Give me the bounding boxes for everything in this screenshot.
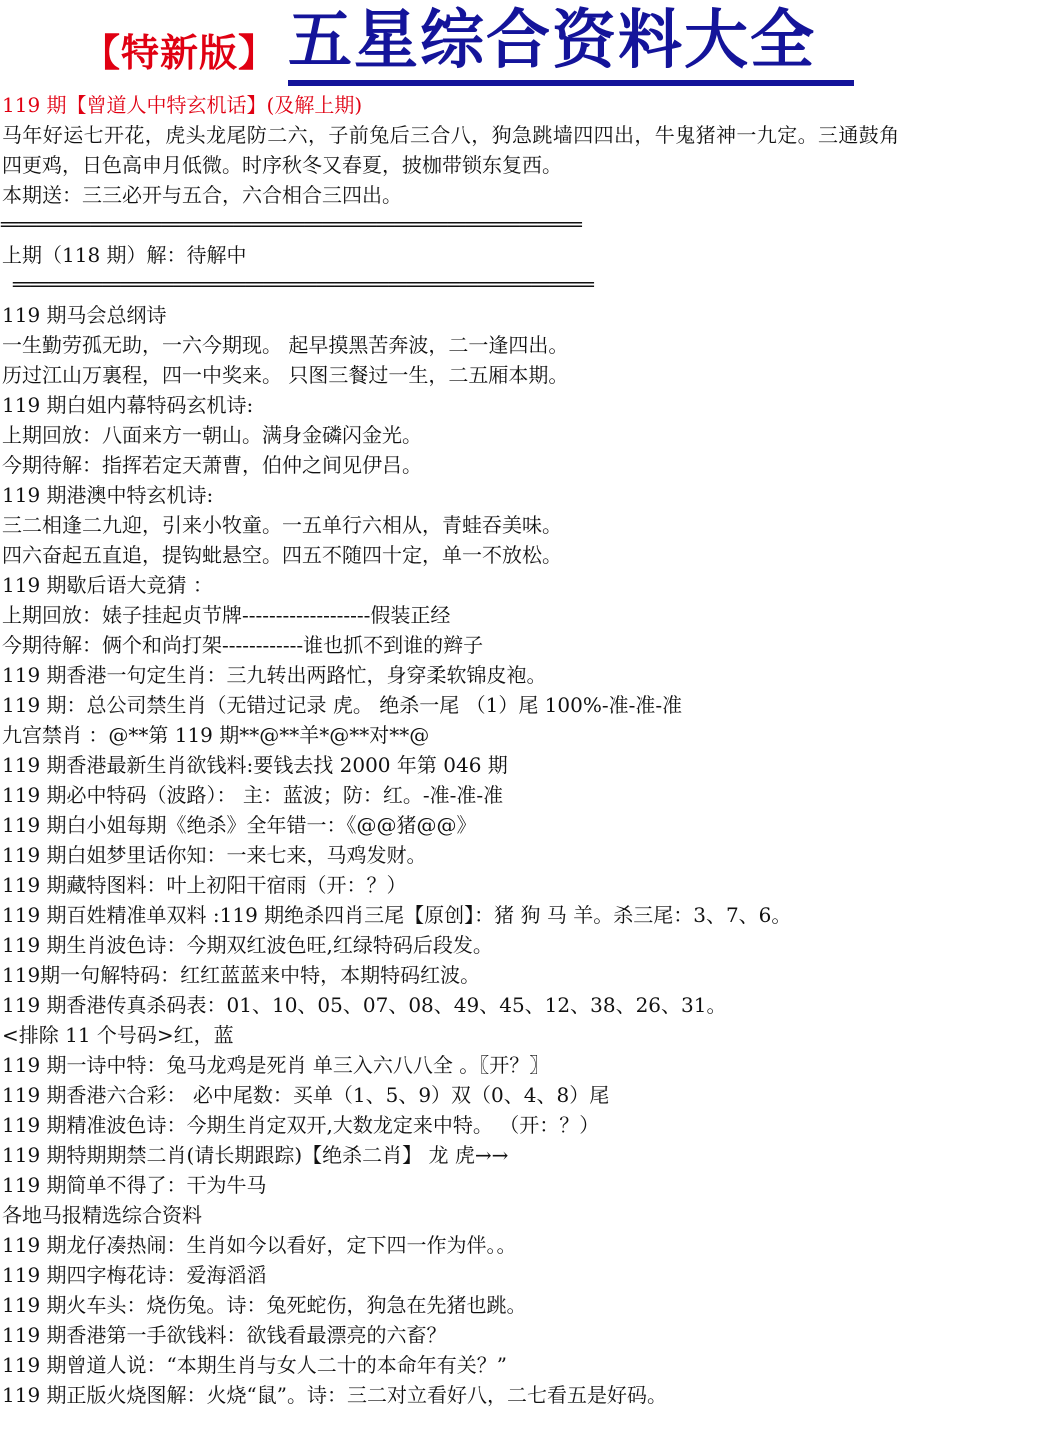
text-line: 119 期香港第一手欲钱料：欲钱看最漂亮的六畜？ bbox=[2, 1323, 447, 1347]
text-line: 119 期白姐内幕特码玄机诗: bbox=[2, 393, 254, 417]
text-line: 119 期藏特图料：叶上初阳干宿雨（开：？） bbox=[2, 873, 407, 897]
text-line: 历过江山万裏程，四一中奖来。 只图三餐过一生，二五厢本期。 bbox=[2, 363, 569, 387]
text-line: 119 期火车头：烧伤兔。诗：兔死蛇伤，狗急在先猪也跳。 bbox=[2, 1293, 527, 1317]
text-line: 九宫禁肖 ：@**第 119 期**@**羊*@**对**@ bbox=[2, 723, 430, 747]
text-line: 119 期百姓精准单双料 :119 期绝杀四肖三尾【原创】：猪 狗 马 羊。杀三尾：3、7、6。 bbox=[2, 903, 792, 927]
page-header bbox=[0, 0, 1046, 92]
text-line: 119 期生肖波色诗：今期双红波色旺,红绿特码后段发。 bbox=[2, 933, 493, 957]
text-line: 119 期精准波色诗：今期生肖定双开,大数龙定来中特。 （开：？） bbox=[2, 1113, 600, 1137]
text-line: 今期待解：指挥若定天萧曹，伯仲之间见伊吕。 bbox=[2, 453, 422, 477]
text-line: 三二相逢二九迎，引来小牧童。一五单行六相从，青蛙吞美味。 bbox=[2, 513, 562, 537]
edition-badge: 【特新版】 bbox=[82, 31, 278, 75]
document-body bbox=[0, 90, 1046, 1410]
text-line: 119 期香港传真杀码表：01、10、05、07、08、49、45、12、38、26、31。 bbox=[2, 993, 727, 1017]
text-line: 119 期四字梅花诗：爱海滔滔 bbox=[2, 1263, 267, 1287]
separator-line: ================================================================= bbox=[0, 214, 581, 235]
separator-line: ================================================================= bbox=[12, 274, 593, 295]
text-line: 119 期曾道人说：“本期生肖与女人二十的本命年有关？” bbox=[2, 1353, 507, 1377]
text-line: 119 期香港一句定生肖：三九转出两路忙，身穿柔软锦皮袍。 bbox=[2, 663, 547, 687]
title-underline bbox=[288, 80, 854, 86]
text-line: 四六奋起五直追，提钩蚍悬空。四五不随四十定，单一不放松。 bbox=[2, 543, 562, 567]
text-line: 本期送：三三必开与五合，六合相合三四出。 bbox=[2, 183, 402, 207]
page-title: 五星综合资料大全 bbox=[288, 4, 816, 78]
text-line: 119 期一诗中特：兔马龙鸡是死肖 单三入六八八全 。〖开？〗 bbox=[2, 1053, 550, 1077]
issue-heading: 119 期【曾道人中特玄机话】(及解上期) bbox=[2, 93, 363, 117]
text-line: 四更鸡，日色高申月低微。时序秋冬又春夏，披枷带锁东复西。 bbox=[2, 153, 562, 177]
text-line: 119 期白小姐每期《绝杀》全年错一：《@@猪@@》 bbox=[2, 813, 477, 837]
text-line: 119 期香港最新生肖欲钱料:要钱去找 2000 年第 046 期 bbox=[2, 753, 508, 777]
text-line: <排除 11 个号码>红，蓝 bbox=[2, 1023, 234, 1047]
text-line: 119 期：总公司禁生肖（无错过记录 虎。 绝杀一尾 （1）尾 100%-准-准-准 bbox=[2, 693, 683, 717]
text-line: 马年好运七开花，虎头龙尾防二六，子前兔后三合八，狗急跳墙四四出，牛鬼猪神一九定。三通鼓角 bbox=[2, 123, 900, 147]
text-line: 上期（118 期）解：待解中 bbox=[2, 243, 247, 267]
text-line: 119 期港澳中特玄机诗: bbox=[2, 483, 214, 507]
text-line: 一生勤劳孤无助，一六今期现。 起早摸黑苦奔波，二一逢四出。 bbox=[2, 333, 569, 357]
text-line: 119 期龙仔凑热闹：生肖如今以看好，定下四一作为伴。。 bbox=[2, 1233, 517, 1257]
text-line: 119 期必中特码（波路）： 主：蓝波；防：红。-准-准-准 bbox=[2, 783, 504, 807]
text-line: 119 期白姐梦里话你知：一来七来，马鸡发财。 bbox=[2, 843, 427, 867]
text-line: 119 期特期期禁二肖(请长期跟踪)【绝杀二肖】 龙 虎→→ bbox=[2, 1143, 509, 1167]
text-line: 119 期马会总纲诗 bbox=[2, 303, 167, 327]
text-line: 上期回放：八面来方一朝山。满身金磷闪金光。 bbox=[2, 423, 422, 447]
text-line: 119 期简单不得了：干为牛马 bbox=[2, 1173, 267, 1197]
text-line: 各地马报精选综合资料 bbox=[2, 1203, 202, 1227]
text-line: 上期回放：婊子挂起贞节牌-------------------假装正经 bbox=[2, 603, 451, 627]
text-line: 119 期香港六合彩： 必中尾数：买单（1、5、9）双（0、4、8）尾 bbox=[2, 1083, 610, 1107]
text-line: 119 期歇后语大竞猜 ： bbox=[2, 573, 213, 597]
text-line: 今期待解：俩个和尚打架------------谁也抓不到谁的辫子 bbox=[2, 633, 484, 657]
text-line: 119 期正版火烧图解：火烧“鼠”。诗：三二对立看好八，二七看五是好码。 bbox=[2, 1383, 667, 1407]
text-line: 119期一句解特码：红红蓝蓝来中特，本期特码红波。 bbox=[2, 963, 481, 987]
